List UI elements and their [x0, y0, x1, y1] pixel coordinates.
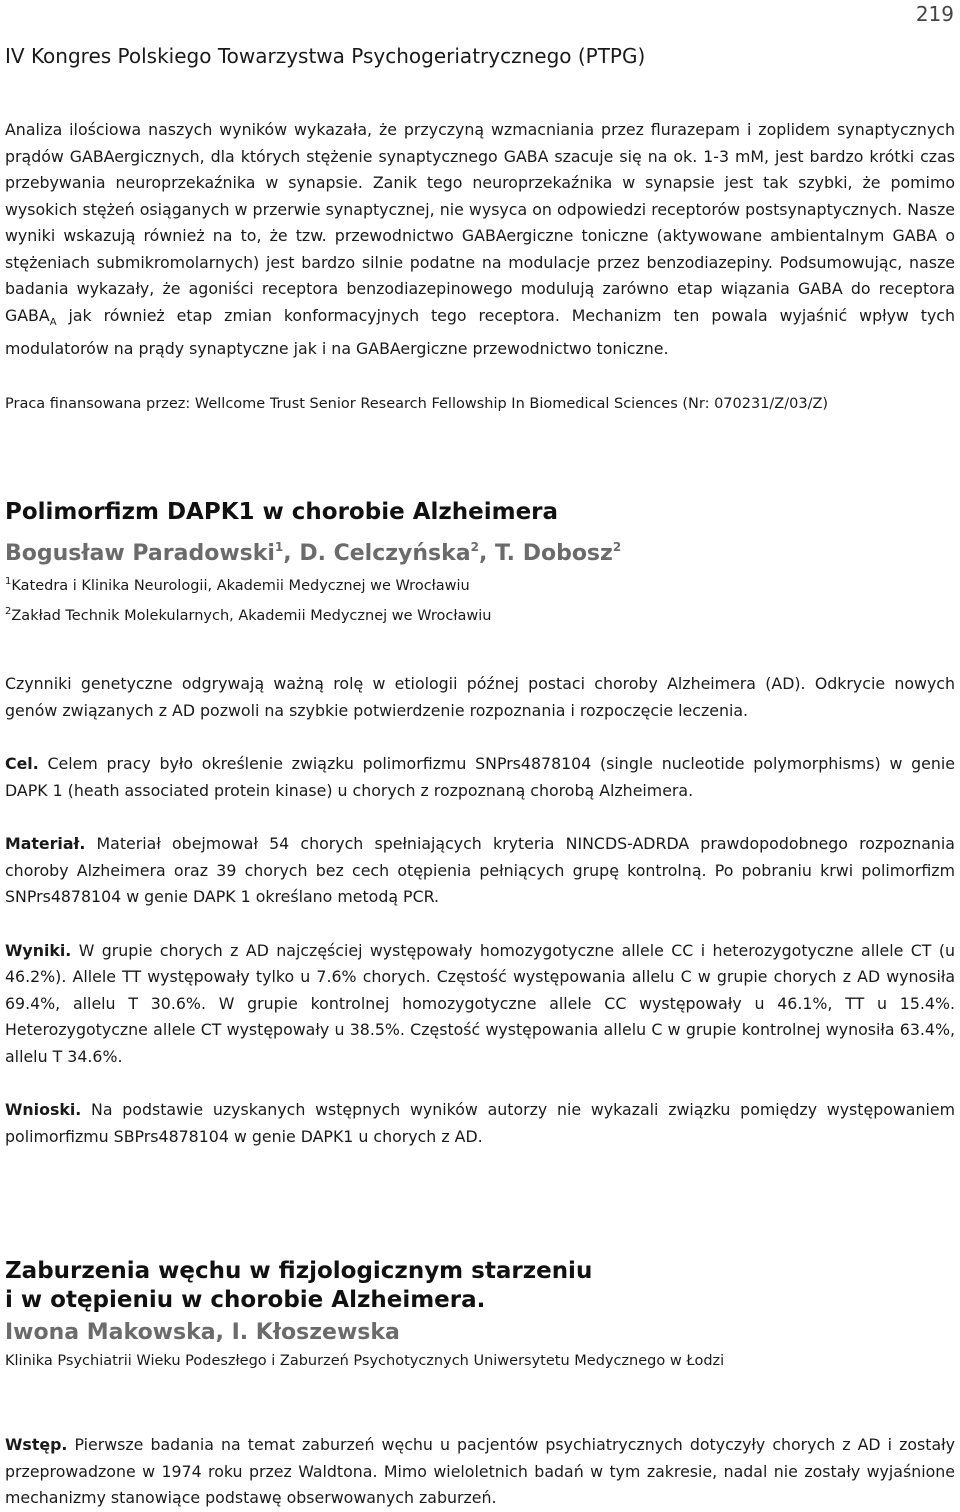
section-label: Wnioski.: [5, 1100, 82, 1119]
section-wstep: [5, 1432, 955, 1512]
section-text: Na podstawie uzyskanych wstępnych wyników autorzy nie wykazali związku pomiędzy występowaniem polimorfizmu SBPrs4878104 w genie DAPK1 u chorych z AD.: [5, 1100, 955, 1146]
abstract2-title-line2: i w otępieniu w chorobie Alzheimera.: [5, 1287, 486, 1313]
affiliation-2-sup: 2: [5, 606, 12, 617]
author-2: D. Celczyńska: [299, 541, 471, 566]
abstract2-title-line1: Zaburzenia węchu w fizjologicznym starzeniu: [5, 1258, 593, 1284]
previous-abstract-paragraph: [5, 117, 955, 363]
affiliation-1-text: Katedra i Klinika Neurologii, Akademii Medycznej we Wrocławiu: [11, 578, 470, 594]
paragraph-text: Analiza ilościowa naszych wyników wykazała, że przyczyną wzmacniania przez flurazepam i zoplidem synaptycznych prądów GABAergicznych, dla których stężenie synaptycznego GABA szacuje się na ok. 1-3 mM, jest bardzo krótki czas przebywania neuroprzekaźnika w synapsie. Zanik tego neuroprzekaźnika w synapsie jest tak szybki, że pomimo wysokich stężeń osiąganych w przerwie synaptycznej, nie wysyca on odpowiedzi receptorów postsynaptycznych. Nasze wyniki wskazują również na to, że tzw. przewodnictwo GABAergiczne toniczne (aktywowane ambientalnym GABA o stężeniach submikromolarnych) jest bardzo silnie podatne na modulacje przez benzodiazepiny. Podsumowując, nasze badania wykazały, że agoniści receptora benzodiazepinowego modulują zarówno etap wiązania GABA do receptora GABA: [5, 120, 955, 325]
page-number: 219: [915, 2, 954, 26]
paragraph-text-end: jak również etap zmian konformacyjnych tego receptora. Mechanizm ten powala wyjaśnić wpływ tych modulatorów na prądy synaptyczne jak i na GABAergiczne przewodnictwo toniczne.: [5, 305, 955, 359]
abstract1-body: [5, 671, 955, 1150]
section-text: W grupie chorych z AD najczęściej występowały homozygotyczne allele CC i heterozygotyczne allele CT (u 46.2%). Allele TT występowały tylko u 7.6% chorych. Częstość występowania allelu C w grupie chorych z AD wynosiła 69.4%, allelu T 30.6%. W grupie kontrolnej homozygotyczne allele CC występowały u 46.1%, TT u 15.4%. Heterozygotyczne allele CT występowały u 38.5%. Częstość występowania allelu C w grupie kontrolnej wynosiła 63.4%, allelu T 34.6%.: [5, 940, 955, 1066]
section-wyniki: [5, 938, 955, 1071]
section-text: Materiał obejmował 54 chorych spełniających kryteria NINCDS-ADRDA prawdopodobnego rozpoznania choroby Alzheimera oraz 39 chorych bez cech otępienia pełniących grupę kontrolną. Po pobraniu krwi polimorfizm SNPrs4878104 w genie DAPK 1 określano metodą PCR.: [5, 834, 955, 906]
section-text: Celem pracy było określenie związku polimorfizmu SNPrs4878104 (single nucleotide polymorphisms) w genie DAPK 1 (heath associated protein kinase) u chorych z rozpoznaną chorobą Alzheimera.: [5, 754, 955, 800]
funding-note: Praca finansowana przez: Wellcome Trust Senior Research Fellowship In Biomedical Sciences (Nr: 070231/Z/03/Z): [5, 396, 829, 412]
abstract1-header: [5, 498, 955, 629]
section-cel: [5, 751, 955, 804]
section-label: Materiał.: [5, 834, 86, 853]
abstract1-title: Polimorfizm DAPK1 w chorobie Alzheimera: [5, 499, 559, 525]
subscript-a: A: [49, 316, 57, 328]
section-wnioski: [5, 1097, 955, 1150]
section-label: Cel.: [5, 754, 39, 773]
abstract2-authors: Iwona Makowska, I. Kłoszewska: [5, 1320, 400, 1345]
previous-abstract: [5, 117, 955, 363]
abstract2-body: [5, 1432, 955, 1512]
author-sep: ,: [478, 541, 496, 566]
affiliation-1: [5, 569, 955, 599]
section-label: Wyniki.: [5, 940, 72, 960]
section-material: [5, 831, 955, 911]
abstract1-intro: Czynniki genetyczne odgrywają ważną rolę w etiologii późnej postaci choroby Alzheimera (AD). Odkrycie nowych genów związanych z AD pozwoli na szybkie potwierdzenie rozpoznania i rozpoczęcie leczenia.: [5, 674, 955, 720]
affiliation-2: [5, 599, 955, 629]
author-sep: ,: [283, 541, 300, 566]
journal-header: IV Kongres Polskiego Towarzystwa Psychogeriatrycznego (PTPG): [5, 44, 646, 68]
affiliation-1-sup: 1: [5, 576, 12, 587]
author-3: T. Dobosz: [495, 541, 613, 566]
abstract2-affiliation: Klinika Psychiatrii Wieku Podeszłego i Zaburzeń Psychotycznych Uniwersytetu Medycznego w Łodzi: [5, 1353, 725, 1369]
abstract2-header: [5, 1257, 955, 1374]
author-2-sup: 2: [470, 540, 479, 554]
abstract1-authors: [5, 532, 955, 569]
author-3-sup: 2: [612, 540, 622, 554]
author-1-sup: 1: [274, 540, 284, 554]
affiliation-2-text: Zakład Technik Molekularnych, Akademii Medycznej we Wrocławiu: [11, 608, 492, 624]
section-label: Wstęp.: [5, 1435, 68, 1454]
section-text: Pierwsze badania na temat zaburzeń węchu u pacjentów psychiatrycznych dotyczyły chorych z AD i zostały przeprowadzone w 1974 roku przez Waldtona. Mimo wieloletnich badań w tym zakresie, nadal nie zostały wyjaśnione mechanizmy stanowiące podstawę obserwowanych zaburzeń.: [5, 1435, 955, 1507]
author-1: Bogusław Paradowski: [5, 541, 275, 566]
